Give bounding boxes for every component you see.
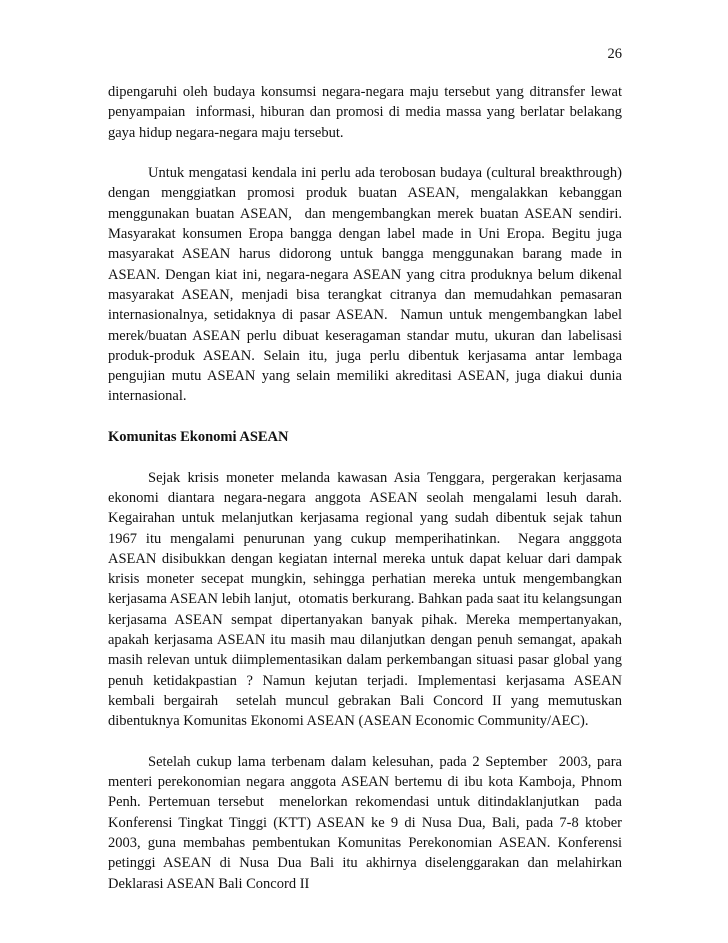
paragraph-bali-concord: Setelah cukup lama terbenam dalam kelesuhan, pada 2 September 2003, para menteri perekonomian negara anggota ASEAN bertemu di ibu kota Kamboja, Phnom Penh. Pertemuan tersebut menelorkan rekomendasi untuk ditindaklanjutkan pada Konferensi Tingkat Tinggi (KTT) ASEAN ke 9 di Nusa Dua, Bali, pada 7-8 ktober 2003, guna membahas pembentukan Komunitas Perekonomian ASEAN. Konferensi petinggi ASEAN di Nusa Dua Bali itu akhirnya diselenggarakan dan melahirkan Deklarasi ASEAN Bali Concord II (108, 753, 626, 892)
paragraph-continuation: dipengaruhi oleh budaya konsumsi negara-negara maju tersebut yang ditransfer lewat penyampaian informasi, hiburan dan promosi di media massa yang berlatar belakang gaya hidup negara-negara maju tersebut. (108, 84, 626, 141)
paragraph-cultural-breakthrough: Untuk mengatasi kendala ini perlu ada terobosan budaya (cultural breakthrough) dengan menggiatkan promosi produk buatan ASEAN, mengalakkan kebanggan menggunakan buatan ASEAN, dan mengembangkan merek buatan ASEAN sendiri. Masyarakat konsumen Eropa bangga dengan label made in Uni Eropa. Begitu juga masyarakat ASEAN harus didorong untuk bangga menggunakan barang made in ASEAN. Dengan kiat ini, negara-negara ASEAN yang citra produknya belum dikenal masyarakat ASEAN, menjadi bisa terangkat citranya dan memudahkan pemasaran internasionalnya, setidaknya di pasar ASEAN. Namun untuk mengembangkan label merek/buatan ASEAN perlu dibuat keseragaman standar mutu, ukuran dan labelisasi produk-produk ASEAN. Selain itu, juga perlu dibentuk kerjasama antar lembaga pengujian mutu ASEAN yang selain memiliki akreditasi ASEAN, juga diakui dunia internasional. (108, 165, 637, 405)
section-heading: Komunitas Ekonomi ASEAN (108, 429, 289, 446)
body-text (108, 82, 637, 914)
page-number: 26 (607, 46, 622, 62)
paragraph-krisis-moneter: Sejak krisis moneter melanda kawasan Asia Tenggara, pergerakan kerjasama ekonomi diantara negara-negara anggota ASEAN seolah mengalami lesuh darah. Kegairahan untuk melanjutkan kerjasama regional yang sudah dibentuk sejak tahun 1967 itu mengalami penurunan yang cukup memperihatinkan. Negara angggota ASEAN disibukkan dengan kegiatan internal mereka untuk dapat keluar dari dampak krisis moneter secepat mungkin, sehingga perhatian mereka untuk mengembangkan kerjasama ASEAN lebih lanjut, otomatis berkurang. Bahkan pada saat itu kelangsungan kerjasama ASEAN sempat dipertanyakan banyak pihak. Mereka mempertanyakan, apakah kerjasama ASEAN itu masih mau dilanjutkan dengan penuh semangat, apakah masih relevan untuk diimplementasikan dalam perkembangan situasi pasar global yang penuh ketidakpastian ? Namun kejutan terjadi. Implementasi kerjasama ASEAN kembali bergairah setelah muncul gebrakan Bali Concord II yang memutuskan dibentuknya Komunitas Ekonomi ASEAN (ASEAN Economic Community/AEC). (108, 469, 626, 730)
